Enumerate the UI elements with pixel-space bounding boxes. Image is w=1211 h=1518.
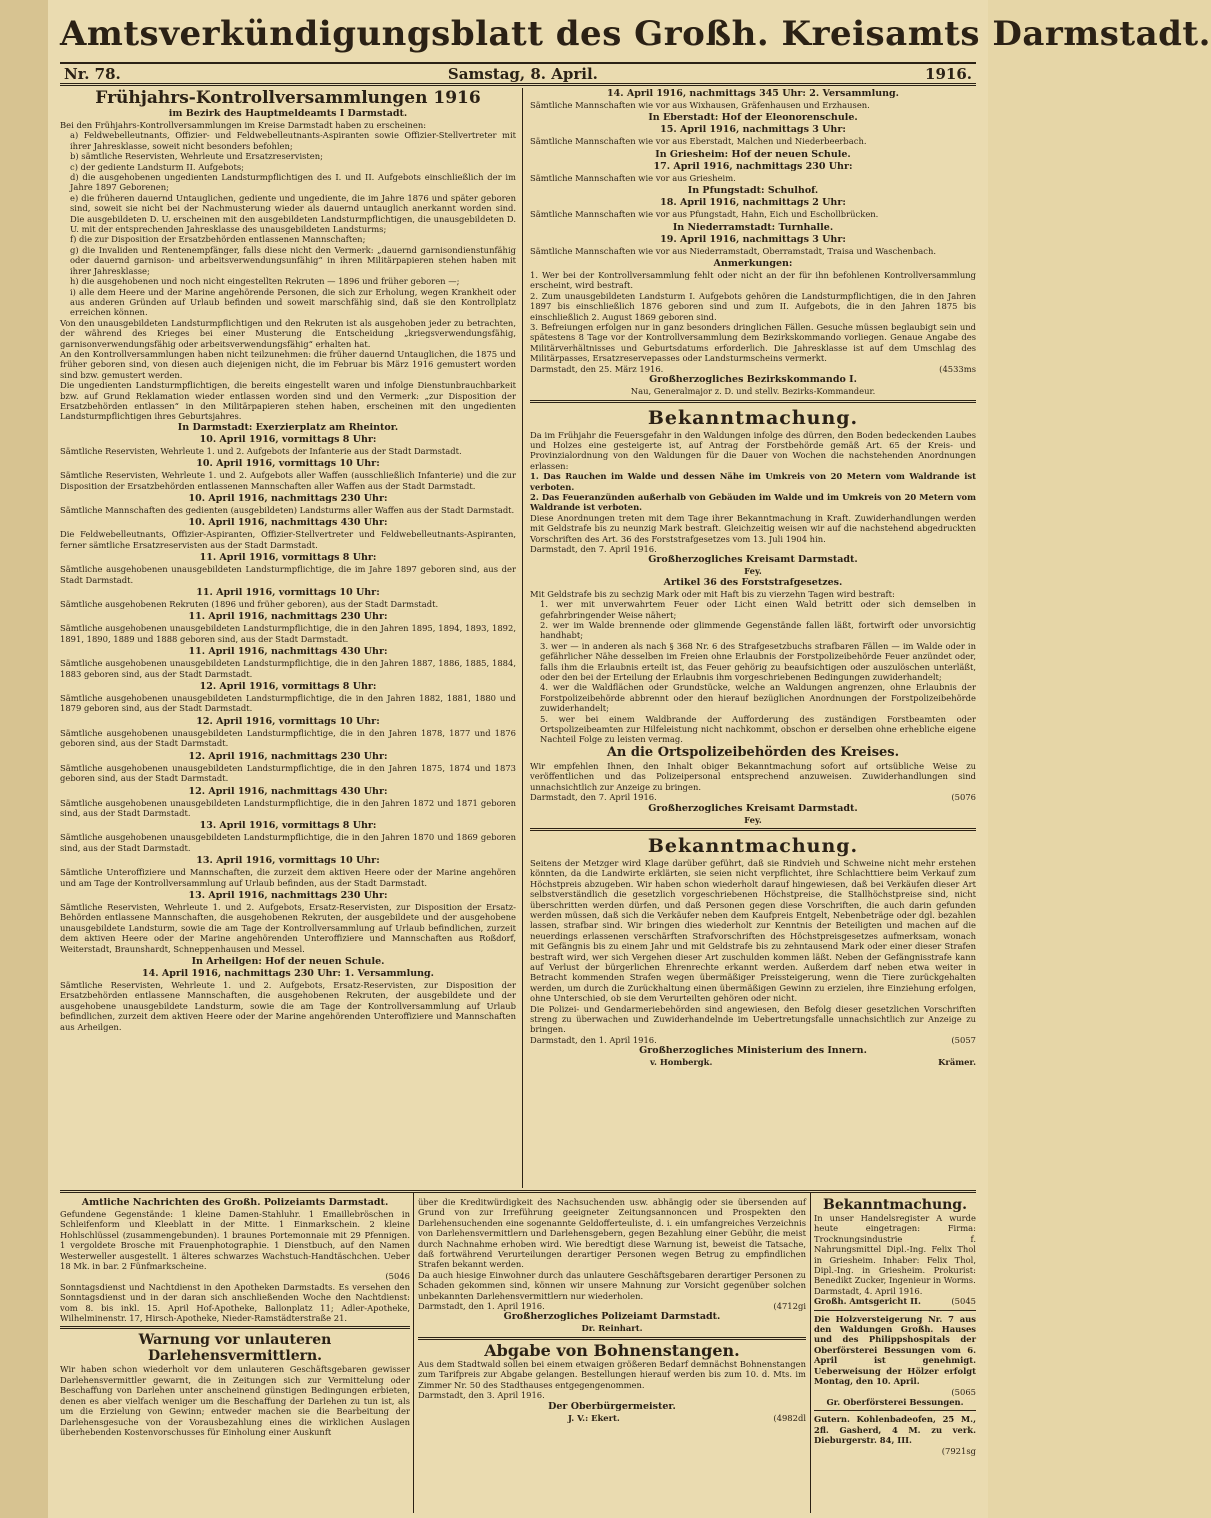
left-column [60,88,516,1032]
session-time: 13. April 1916, vormittags 8 Uhr: [199,820,377,832]
signature-detail: Fey. [744,814,762,825]
signature-detail: Nau, Generalmajor z. D. und stellv. Bezirks-Kommandeur. [630,386,876,397]
issue-date: Samstag, 8. April. [447,64,598,83]
signature-row [530,1057,976,1067]
location-heading: In Darmstadt: Exerzierplatz am Rheintor. [177,421,399,433]
session-time: 10. April 1916, nachmittags 230 Uhr: [188,493,388,504]
list-item: g) die Invaliden und Rentenempfänger, falls diese nicht den Vermerk: „dauernd garnisondienstunfähig oder dauernd garnison- und arbeitsverwendungsunfähig“ in ihren Militärpapieren stehen haben mit ihrer Jahresklasse; [70,244,516,276]
notice-text: Aus dem Stadtwald sollen bei einem etwaigen größeren Bedarf demnächst Bohnenstangen zum Tarifpreis zur Abgabe gelangen. Bestellungen hierauf werden bis zum 10. d. Mts. im Zimmer Nr. 50 des Stadthauses entgegengenommen. [418,1358,806,1390]
session-attendees: Sämtliche Unteroffiziere und Mannschaften, die zurzeit dem aktiven Heere oder der Marine angehören und am Tage der Kontrollversammlung auf Urlaub befinden, aus der Stadt Darmstadt. [60,867,516,888]
masthead: Amtsverkündigungsblatt des Großh. Kreisamts Darmstadt. [60,14,1211,54]
signature-detail: v. Hombergk. [650,1057,713,1068]
found-items: Gefundene Gegenstände: 1 kleine Damen-Stahluhr. 1 Emaillebröschen in Schleifenform und Kleeblatt in der Mitte. 1 Einmarkschein. 2 kleine Hohlschlüssel (zusammengebunden). 1 braunes Portemonnaie mit 29 Pfennigen. 1 vergoldete Brosche mit Frauenphotographie. 1 Dienstbuch, auf den Namen Westerweller ausgestellt. 1 älteres schwarzes Wachstuch-Handtäschchen. Ueber 18 Mk. in bar. 2 Fünfmarkscheine. [60,1209,410,1272]
list-item: a) Feldwebelleutnants, Offizier- und Feldwebelleutnants-Aspiranten sowie Offizier-Stellvertreter mit ihrer Jahresklasse, soweit nicht besonders befohlen; [70,130,516,151]
penalty-list [540,599,976,745]
notice-text: Mit Geldstrafe bis zu sechzig Mark oder mit Haft bis zu vierzehn Tagen wird bestraft: [530,588,895,599]
dateline [60,62,976,86]
session-time: 13. April 1916, vormittags 10 Uhr: [196,855,380,867]
list-item: h) die ausgehobenen und noch nicht eingestellten Rekruten — 1896 und früher geboren —; [70,276,460,287]
article-title: Frühjahrs-Kontrollversammlungen 1916 [95,88,481,108]
session-time: 17. April 1916, nachmittags 230 Uhr: [653,160,853,172]
column-divider [522,88,523,1188]
date: Darmstadt, den 7. April 1916. [530,543,657,554]
list-item: 1. Das Rauchen im Walde und dessen Nähe im Umkreis von 20 Metern vom Waldrande ist verboten. [530,471,976,492]
session-time: 11. April 1916, vormittags 10 Uhr: [196,587,380,599]
session-time: 10. April 1916, vormittags 8 Uhr: [199,433,377,445]
signature: Großh. Amtsgericht II. [814,1296,921,1307]
session-time: 19. April 1916, nachmittags 3 Uhr: [660,233,846,245]
session-attendees: Sämtliche ausgehobenen Rekruten (1896 und früher geboren), aus der Stadt Darmstadt. [60,599,439,610]
session-time: 11. April 1916, vormittags 8 Uhr: [199,552,377,564]
notice-text: In unser Handelsregister A wurde heute eingetragen: Firma: Trocknungsindustrie f. Nahrungsmittel Dipl.-Ing. Felix Thol in Griesheim. Inhaber: Felix Thol, Dipl.-Ing. in Griesheim. Prokurist: Benedikt Zucker, Ingenieur in Worms. [814,1213,976,1286]
classified-ad: Gutern. Kohlenbadeofen, 25 M., 2fl. Gasherd, 4 M. zu verk. Dieburgerstr. 84, III. [814,1414,976,1446]
right-column [530,88,976,1068]
reference-number: (4712gi [773,1301,806,1312]
newspaper-page [48,0,1211,1518]
paragraph: Von den unausgebildeten Landsturmpflichtigen und den Rekruten ist als ausgehoben jeder zu betrachten, der während des Krieges bei einer Musterung die Entscheidung „kriegsverwendungsfähig, garnisonverwendungsfähig oder arbeitsverwendungsfähig“ erhalten hat. [60,317,516,349]
session-time: 12. April 1916, vormittags 10 Uhr: [196,715,380,727]
location-heading: In Pfungstadt: Schulhof. [687,185,819,197]
main-columns [60,88,976,1188]
session-time: 15. April 1916, nachmittags 3 Uhr: [660,124,846,136]
session-time: 14. April 1916, nachmittags 345 Uhr: 2. Versammlung. [607,88,899,99]
location-heading: In Griesheim: Hof der neuen Schule. [655,148,851,160]
reference-number: (7921sg [941,1445,976,1456]
date: Darmstadt, den 1. April 1916. [418,1301,545,1312]
location-heading: In Arheilgen: Hof der neuen Schule. [191,955,385,967]
session-attendees: Sämtliche ausgehobenen unausgebildeten Landsturmpflichtige, die in den Jahren 1878, 1877 und 1876 geboren sind, aus der Stadt Darmstadt. [60,727,516,749]
divider [814,1410,976,1411]
list-item: d) die ausgehobenen ungedienten Landsturmpflichtigen des I. und II. Aufgebots einschließlich der im Jahre 1897 Geborenen; [70,172,516,193]
session-attendees: Sämtliche ausgehobenen unausgebildeten Landsturmpflichtige, die in den Jahren 1882, 1881, 1880 und 1879 geboren sind, aus der Stadt Darmstadt. [60,693,516,714]
date: Darmstadt, den 25. März 1916. [530,363,664,374]
divider [530,828,976,831]
notice-text: Die Polizei- und Gendarmeriebehörden sind angewiesen, den Befolg dieser gesetzlichen Vorschriften streng zu überwachen und Zuwiderhandelnde im Uebertretungsfalle unnachsichtlich zur Anzeige zu bringen. [530,1003,976,1035]
reference-number: (4533ms [939,363,976,374]
notice-text: Wir haben schon wiederholt vor dem unlauteren Geschäftsgebaren gewisser Darlehensvermittler gewarnt, die in Zeitungen sich zur Vermittelung oder Beschaffung von Darlehen unter anscheinend günstigen Bedingungen erbieten, denen es aber vielfach weniger um die Beschaffung der Darlehen zu tun ist, als um die Erzielung von Gewinn; entweder machen sie die Bearbeitung der Darlehensgesuche von der Vorausbezahlung eines die wirklichen Auslagen überhebenden Kostenvorschusses für Einholung einer Auskunft [60,1364,410,1437]
dateline-row [418,1301,806,1311]
signature: Großherzogliches Polizeiamt Darmstadt. [503,1311,721,1323]
notice-text: Da im Frühjahr die Feuersgefahr in den Waldungen infolge des dürren, den Boden bedeckenden Laubes und Holzes eine gesteigerte ist, auf Antrag der Forstbehörde gemäß Art. 65 der Kreis- und Provinzialordnung von den Waldungen für die Dauer von Wochen die nachstehenden Anordnungen erlassen: [530,429,976,471]
divider [60,1326,410,1329]
notice-title: An die Ortspolizeibehörden des Kreises. [606,744,900,760]
signature-row [814,1296,976,1306]
session-attendees: Sämtliche Mannschaften wie vor aus Pfungstadt, Hahn, Eich und Eschollbrücken. [530,209,879,220]
reference-number: (5076 [951,792,976,803]
page-margin [0,0,48,1518]
session-time: 10. April 1916, nachmittags 430 Uhr: [188,517,388,529]
list-item: b) sämtliche Reservisten, Wehrleute und Ersatzreservisten; [70,151,323,162]
session-attendees: Sämtliche Mannschaften des gedienten (ausgebildeten) Landsturms aller Waffen aus der Stadt Darmstadt. [60,505,515,515]
note: 3. Befreiungen erfolgen nur in ganz besonders dringlichen Fällen. Gesuche müssen beglaubigt sein und spätestens 8 Tage vor der Kontrollversammlung dem Bezirkskommando vorliegen. Genaue Angabe des Militärverhältnisses und Geburtsdatums erforderlich. Die Jahresklasse ist auf dem Umschlag des Militärpasses, Ersatzreservepasses oder Landsturmscheins vermerkt. [530,322,976,364]
session-attendees: Sämtliche ausgehobenen unausgebildeten Landsturmpflichtige, die in den Jahren 1895, 1894, 1893, 1892, 1891, 1890, 1889 und 1888 geboren sind, aus der Stadt Darmstadt. [60,623,516,644]
note: 1. Wer bei der Kontrollversammlung fehlt oder nicht an der für ihn befohlenen Kontrollversammlung erscheint, wird bestraft. [530,270,976,291]
session-attendees: Die Feldwebelleutnants, Offizier-Aspiranten, Offizier-Stellvertreter und Feldwebelleutnants-Aspiranten, ferner sämtliche Ersatzreservisten aus der Stadt Darmstadt. [60,529,516,550]
list-item: 5. wer bei einem Waldbrande der Aufforderung des zuständigen Forstbeamten oder Ortspolizeibeamten zur Hilfeleistung nicht nachkommt, obschon er derselben ohne erhebliche eigene Nachteil Folge zu leisten vermag. [540,713,976,745]
paragraph: An den Kontrollversammlungen haben nicht teilzunehmen: die früher dauernd Untauglichen, die 1875 und früher geboren sind, von diesen auch diejenigen nicht, die im Februar bis März 1916 gemustert worden sind bzw. gemustert werden. [60,348,516,380]
date: Darmstadt, 4. April 1916. [814,1285,923,1296]
signature: Großherzogliches Ministerium des Innern. [639,1045,867,1057]
session-time: 12. April 1916, nachmittags 430 Uhr: [188,785,388,797]
notice-text: über die Kreditwürdigkeit des Nachsuchenden usw. abhängig oder sie übersenden auf Grund von zur Irreführung geeigneter Zeitungsannoncen und Prospekten den Darlehensuchenden eine sogenannte Geldofferteuliste, d. i. ein umfangreiches Verzeichnis von Darlehensvermittlern und Darlehensgebern, gegen Bezahlung einer Gebühr, die meist durch Nachnahme erhoben wird. Wie beredtigt diese Warnung ist, beweist die Tatsache, daß fortwährend Verurteilungen derartiger Personen wegen Betrug zu empfindlichen Strafen bekannt werden. [418,1197,806,1270]
notice-title: Bekanntmachung. [647,406,859,429]
note: 2. Zum unausgebildeten Landsturm I. Aufgebots gehören die Landsturmpflichtigen, die in den Jahren 1897 bis einschließlich 1876 geboren sind und zum II. Aufgebots, die in den Jahren 1875 bis einschließlich 2. August 1869 geboren sind. [530,290,976,322]
list-item: i) alle dem Heere und der Marine angehörende Personen, die sich zur Erholung, wegen Krankheit oder aus anderen Gründen auf Urlaub befinden und soweit marschfähig sind, daß sie den Kontrollplatz erreichen können. [70,286,516,318]
notice-title: Bekanntmachung. [823,1197,967,1213]
signature-detail: Fey. [744,566,762,577]
notice-title: Warnung vor unlauteren Darlehensvermittlern. [138,1332,332,1365]
column-divider [810,1193,811,1513]
section-heading: Amtliche Nachrichten des Großh. Polizeiamts Darmstadt. [81,1197,389,1208]
notice-text: Die Holzversteigerung Nr. 7 aus den Waldungen Großh. Hauses und des Philippshospitals der Oberförsterei Bessungen vom 6. April ist genehmigt. Ueberweisung der Hölzer erfolgt Montag, den 10. April. [814,1313,976,1387]
date: Darmstadt, den 7. April 1916. [530,792,657,803]
session-time: 14. April 1916, nachmittags 230 Uhr: 1. Versammlung. [142,967,434,979]
reference-number: (5046 [385,1271,410,1282]
paragraph: Die ungedienten Landsturmpflichtigen, die bereits eingestellt waren und infolge Dienstunbrauchbarkeit bzw. auf Grund Reklamation wieder entlassen worden sind und den Vermerk: „zur Disposition der Ersatzbehörden entlassen“ in den Militärpapieren stehen haben, erscheinen mit den ungedienten Landsturmpflichtigen ihres Geburtsjahres. [60,380,516,422]
notice-title: Abgabe von Bohnenstangen. [484,1340,740,1360]
session-time: 11. April 1916, nachmittags 430 Uhr: [188,646,388,658]
session-attendees: Sämtliche Mannschaften wie vor aus Wixhausen, Gräfenhausen und Erzhausen. [530,100,870,110]
signature: Gr. Oberförsterei Bessungen. [826,1396,964,1407]
police-column [60,1197,410,1437]
article-heading: Artikel 36 des Forststrafgesetzes. [663,576,843,588]
session-attendees: Sämtliche Reservisten, Wehrleute 1. und 2. Aufgebots der Infanterie aus der Stadt Darmstadt. [60,445,462,456]
divider [418,1337,806,1340]
notice-text: Da auch hiesige Einwohner durch das unlautere Geschäftsgebaren derartiger Personen zu Schaden gekommen sind, können wir unsere Mahnung zur Vorsicht gegenüber solchen unbekannten Darlehensvermittlern nur wiederholen. [418,1269,806,1301]
article-subtitle: im Bezirk des Hauptmeldeamts I Darmstadt. [168,108,408,119]
right-bottom-column [814,1197,976,1456]
signature: Großherzogliches Kreisamt Darmstadt. [648,554,858,566]
bottom-section [60,1190,976,1510]
list-item: 3. wer — in anderen als nach § 368 Nr. 6 des Strafgesetzbuchs strafbaren Fällen — im Walde oder in gefährlicher Nähe desselben im Freien ohne Erlaubnis der Forstpolizeibehörde Feuer anzündet oder, falls ihm die Erlaubnis erteilt ist, das Feuer gehörig zu beaufsichtigen oder auszulöschen unterläßt, oder den bei der Erteilung der Erlaubnis ihm vorgeschriebenen Bedingungen zuwiderhandelt; [540,640,976,683]
session-attendees: Sämtliche ausgehobenen unausgebildeten Landsturmpflichtige, die in den Jahren 1872 und 1871 geboren sind, aus der Stadt Darmstadt. [60,797,516,818]
signature-row [418,1413,806,1423]
session-attendees: Sämtliche ausgehobenen unausgebildeten Landsturmpflichtige, die in den Jahren 1870 und 1869 geboren sind, aus der Stadt Darmstadt. [60,832,516,853]
pharmacy-duty: Sonntagsdienst und Nachtdienst in den Apotheken Darmstadts. Es versehen den Sonntagsdienst und in der daran sich anschließenden Woche den Nachtdienst: vom 8. bis inkl. 15. April Hof-Apotheke, Ballonplatz 11; Adler-Apotheke, Wilhelminenstr. 17, Hirsch-Apotheke, Nieder-Ramstädterstraße 21. [60,1281,410,1324]
divider [814,1310,976,1311]
session-time: 10. April 1916, vormittags 10 Uhr: [196,458,380,470]
notice-text: Diese Anordnungen treten mit dem Tage ihrer Bekanntmachung in Kraft. Zuwiderhandlungen werden mit Geldstrafe bis zu neunzig Mark bestraft. Gleichzeitig weisen wir auf die nachstehend abgedruckten Vorschriften des Art. 36 des Forststrafgesetzes vom 13. Juli 1904 hin. [530,512,976,544]
session-attendees: Sämtliche ausgehobenen unausgebildeten Landsturmpflichtige, die in den Jahren 1887, 1886, 1885, 1884, 1883 geboren sind, aus der Stadt Darmstadt. [60,658,516,679]
list-item: f) die zur Disposition der Ersatzbehörden entlassenen Mannschaften; [70,234,366,245]
session-attendees: Sämtliche ausgehobenen unausgebildeten Landsturmpflichtige, die im Jahre 1897 geboren sind, aus der Stadt Darmstadt. [60,564,516,585]
session-attendees: Sämtliche Reservisten, Wehrleute 1. und 2. Aufgebots, Ersatz-Reservisten, zur Disposition der Ersatz-Behörden entlassene Mannschaften, die ausgehobenen Rekruten, der ausgebildete und der ausgehobene unausgebildete Landsturm, sowie die am Tage der Kontrollversammlung auf Urlaub befindlichen, zurzeit dem aktiven Heere oder der Marine angehörenden Unteroffiziere und Mannschaften aus Roßdorf, Weiterstadt, Braunshardt, Schneppenhausen und Messel. [60,901,516,954]
signature-detail: Dr. Reinhart. [581,1323,643,1334]
date: Darmstadt, den 3. April 1916. [418,1390,545,1401]
notes-heading: Anmerkungen: [713,258,793,270]
duty-list [70,130,516,317]
session-time: 12. April 1916, vormittags 8 Uhr: [199,681,377,693]
dateline-row [530,792,976,802]
dateline-row [530,364,976,374]
signature: Der Oberbürgermeister. [548,1400,676,1412]
notice-text: Seitens der Metzger wird Klage darüber geführt, daß sie Rindvieh und Schweine nicht mehr erstehen könnten, da die Landwirte erklärten, sie seien nicht verpflichtet, ihre Schlachttiere beim Verkauf zum Höchstpreis abzugeben. Wir haben schon wiederholt darauf hingewiesen, daß bei Verkäufen dieser Art selbstverständlich die gesetzlich vorgeschriebenen Höchstpreise, die Stallhöchstpreise sind, nicht überschritten werden dürfen, und daß Personen gegen diese Vorschriften, die auch darin gefunden werden müssen, daß sich die Verkäufer neben dem Kaufpreis Entgelt, Nebenbeträge oder dgl. bezahlen lassen, strafbar sind. Wir bringen dies wiederholt zur Kenntnis der Beteiligten und machen auf die neuerdings erlassenen verschärften Strafvorschriften des Höchstpreisgesetzes aufmerksam, wonach mit Gefängnis bis zu einem Jahr und mit Geldstrafe bis zu zehntausend Mark oder einer dieser Strafen bestraft wird, wer sich Vergehen dieser Art zuschulden kommen läßt. Neben der Gefängnisstrafe kann auf Verlust der bürgerlichen Ehrenrechte erkannt werden. Außerdem darf neben etwa weiter in Betracht kommenden Strafen wegen übermäßiger Preissteigerung, wenn die Tiere zurückgehalten werden, um durch die Zurückhaltung einen übermäßigen Gewinn zu erzielen, ihre Einziehung erfolgen, ohne Unterschied, ob sie dem Verurteilten gehören oder nicht. [530,857,976,1004]
intro-paragraph: Bei den Frühjahrs-Kontrollversammlungen im Kreise Darmstadt haben zu erscheinen: [60,120,427,130]
session-attendees: Sämtliche Mannschaften wie vor aus Niederramstadt, Oberramstadt, Traisa und Waschenbach. [530,245,937,256]
list-item: 4. wer die Waldflächen oder Grundstücke, welche an Waldungen angrenzen, ohne Erlaubnis der Forstpolizeibehörde abbrennt oder den hierauf bezüglichen Anordnungen der Forstpolizeibehörde zuwiderhandelt; [540,682,976,714]
notice-text: Wir empfehlen Ihnen, den Inhalt obiger Bekanntmachung sofort auf ortsübliche Weise zu veröffentlichen und das Polizeipersonal entsprechend anzuweisen. Zuwiderhandlungen sind unnachsichtlich zur Anzeige zu bringen. [530,760,976,792]
session-attendees: Sämtliche Reservisten, Wehrleute 1. und 2. Aufgebots, Ersatz-Reservisten, zur Disposition der Ersatzbehörden entlassene Mannschaften, die ausgehobenen Rekruten, der ausgebildete und der ausgehobene unausgebildete Landsturm, sowie die am Tage der Kontrollversammlung auf Urlaub befindlichen, zurzeit dem aktiven Heere oder der Marine angehörenden Unteroffiziere und Mannschaften aus Arheilgen. [60,979,516,1032]
date: Darmstadt, den 1. April 1916. [530,1034,657,1045]
session-attendees: Sämtliche Mannschaften wie vor aus Eberstadt, Malchen und Niederbeerbach. [530,136,867,147]
issue-year: 1916. [925,64,972,83]
reference-number: (5065 [951,1386,976,1397]
session-time: 13. April 1916, nachmittags 230 Uhr: [188,889,388,901]
list-item: 2. wer im Walde brennende oder glimmende Gegenstände fallen läßt, fortwirft oder unvorsichtig handhabt; [540,620,976,641]
session-attendees: Sämtliche Mannschaften wie vor aus Griesheim. [530,172,736,183]
list-item: 1. wer mit unverwahrtem Feuer oder Licht einen Wald betritt oder sich demselben in gefahrbringender Weise nähert; [540,599,976,620]
list-item: 2. Das Feueranzünden außerhalb von Gebäuden im Walde und im Umkreis von 20 Metern vom Waldrande ist verboten. [530,491,976,513]
location-heading: In Eberstadt: Hof der Eleonorenschule. [648,112,858,124]
reference-number: (5045 [951,1296,976,1307]
issue-number: Nr. 78. [64,64,121,83]
session-attendees: Sämtliche Reservisten, Wehrleute 1. und 2. Aufgebots aller Waffen (ausschließlich Infanterie) und die zur Disposition der Ersatzbehörden entlassenen Mannschaften aller Waffen aus der Stadt Darmstadt. [60,470,516,491]
list-item: e) die früheren dauernd Untauglichen, gediente und ungediente, die im Jahre 1876 und später geboren sind, soweit sie nicht bei der Nachmusterung wieder als dauernd untauglich anerkannt worden sind. Die ausgebildeten D. U. erscheinen mit den ausgebildeten Landsturmpflichtigen, die unausgebildeten D. U. mit der entsprechenden Jahresklasse des unausgebildeten Landsturms; [70,192,516,235]
session-attendees: Sämtliche ausgehobenen unausgebildeten Landsturmpflichtige, die in den Jahren 1875, 1874 und 1873 geboren sind, aus der Stadt Darmstadt. [60,762,516,784]
divider [530,400,976,403]
dateline-row [530,1035,976,1045]
session-time: 12. April 1916, nachmittags 230 Uhr: [188,750,388,762]
location-heading: In Niederramstadt: Turnhalle. [672,221,834,233]
list-item: c) der gediente Landsturm II. Aufgebots; [70,161,244,172]
signature: Großherzogliches Kreisamt Darmstadt. [648,802,858,814]
signature-detail: Krämer. [938,1057,976,1068]
signature: Großherzogliches Bezirkskommando I. [649,374,857,386]
notice-title: Bekanntmachung. [647,834,859,857]
reference-number: (4982dl [773,1412,806,1423]
reference-number: (5057 [951,1034,976,1045]
signature-detail: J. V.: Ekert. [568,1412,620,1423]
middle-column [418,1197,806,1423]
column-divider [413,1193,414,1513]
session-time: 18. April 1916, nachmittags 2 Uhr: [660,197,846,209]
session-time: 11. April 1916, nachmittags 230 Uhr: [188,611,388,623]
